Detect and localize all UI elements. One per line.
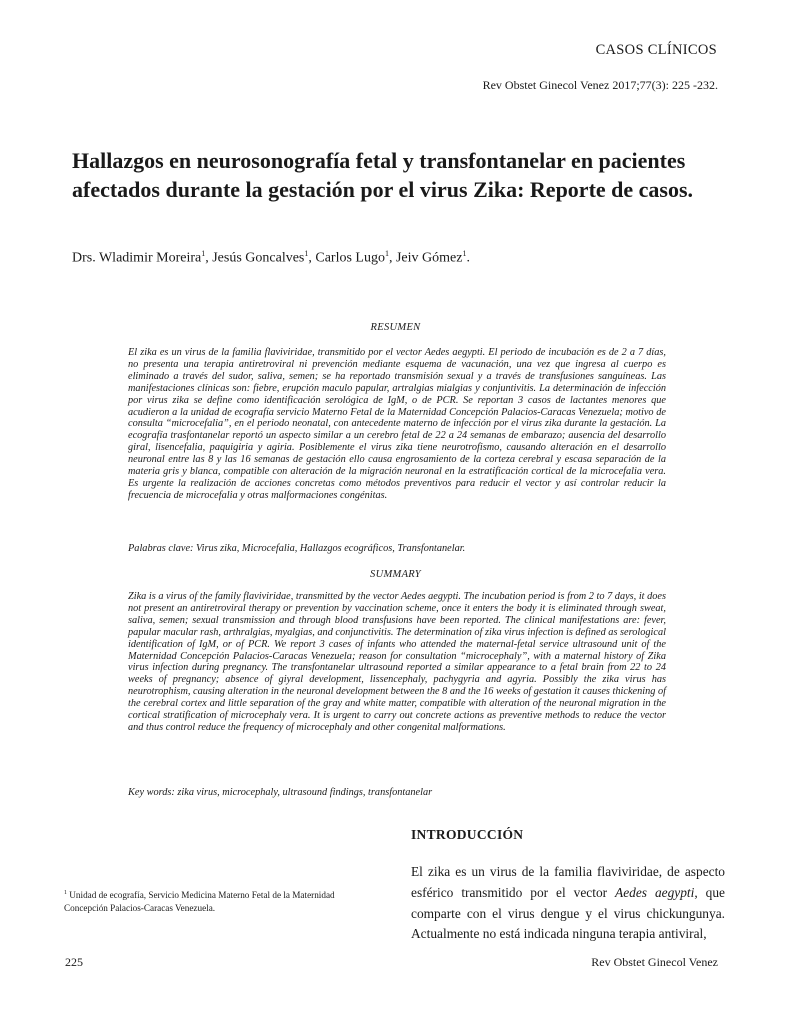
author: Jeiv Gómez <box>395 250 463 266</box>
resumen-text: El zika es un virus de la familia flaviviridae, transmitido por el vector Aedes aegypti. El periodo de incubación es de 2 a 7 días, no presenta una terapia antiretroviral ni prevención mediante esquema de vacunación, una vez que ingresa al cuerpo es eliminado a través del sudor, saliva, semen; se ha reportado transmisión sexual y a través de transfusiones sanguíneas. Las manifestaciones clínicas son: fiebre, erupción maculo papular, artralgias mialgias y conjuntivitis. La determinación de infección por virus zika se define como identificación serológica de IgM, o de PCR. Se reportan 3 casos de lactantes menores que acudieron a la unidad de ecografía servicio Materno Fetal de la Maternidad Concepción Palacios-Caracas Venezuela; motivo de consulta “microcefalia”, en el periodo neonatal, con antecedente materno de infección por el virus zika durante la gestación. La ecografía trasfontanelar reportó un aspecto similar a un cerebro fetal de 22 a 24 semanas de embarazo; ausencia del desarrollo giral, lisencefalia, paquigiria y agiria. Posiblemente el virus zika tiene neurotrofismo, causando alteración en el desarrollo neuronal entre las 8 y las 16 semanas de gestación ello causa engrosamiento de la corteza cerebral y escasa separación de la materia gris y blanca, compatible con alteración de la migración neuronal en la estratificación cortical de la microcefalia vera. Es urgente la realización de acciones concretas como métodos preventivos para reducir el vector y así controlar reducir la frecuencia de microcefalia y otras malformaciones congénitas. <box>128 347 666 501</box>
intro-text-part: El zika es un virus de la familia flaviviridae, de aspecto esférico transmitido por el vector <box>411 864 725 900</box>
author: Carlos Lugo <box>315 250 385 266</box>
introduccion-text <box>411 862 725 945</box>
footnote-text: Unidad de ecografía, Servicio Medicina Materno Fetal de la Maternidad Concepción Palacios-Caracas Venezuela. <box>64 890 335 914</box>
author-separator: , <box>388 250 396 266</box>
palabras-clave: Palabras clave: Virus zika, Microcefalia, Hallazgos ecográficos, Transfontanelar. <box>128 543 466 554</box>
footer-journal: Rev Obstet Ginecol Venez <box>591 955 718 969</box>
affiliation-marker: 1 <box>462 249 467 258</box>
article-title: Hallazgos en neurosonografía fetal y transfontanelar en pacientes afectados durante la gestación por el virus Zika: Reporte de casos. <box>72 148 694 202</box>
affiliation-marker: 1 <box>201 249 206 258</box>
author-prefix: Drs. <box>72 250 99 266</box>
summary-heading: SUMMARY <box>370 569 421 580</box>
intro-text-part: , que comparte con el virus dengue y el virus chickungunya. Actualmente no está indicada ninguna terapia antiviral, <box>411 884 725 942</box>
author-separator: , <box>205 250 213 266</box>
author-separator: . <box>466 250 470 266</box>
resumen-heading: RESUMEN <box>370 322 421 333</box>
footnote-marker: 1 <box>64 890 67 896</box>
summary-text: Zika is a virus of the family flaviviridae, transmitted by the vector Aedes aegypti. The incubation period is from 2 to 7 days, it does not present an antiretroviral therapy or prevention by vaccination scheme, once it enters the body it is eliminated through sweat, saliva, semen; sexual transmission and through blood transfusions have been reported. The clinical manifestations are: fever, papular macular rash, arthralgias, myalgias, and conjunctivitis. The determination of zika virus infection is defined as serological identification of IgM, or of PCR. We report 3 cases of infants who attended the maternal-fetal service ultrasound unit of the Maternidad Concepción Palacios-Caracas Venezuela; reason for consultation “microcephaly”, with a maternal history of Zika virus infection during pregnancy. The transfontanelar ultrasound reported a similar appearance to a fetal brain from 22 to 24 weeks of pregnancy; absence of giyral development, lissencephaly, pachygyria and agyria. Possibly the zika virus has neurotrophism, causing alteration in the neuronal development between the 8 and the 16 weeks of gestation it causes thickening of the cerebral cortex and little separation of the gray and white matter, compatible with alteration of the neuronal migration in the cortical stratification of microcephaly vera. It is urgent to carry out concrete actions as preventive methods to reduce the vector and thus control reduce the frequency of microcephaly and other congenital malformations. <box>128 591 666 733</box>
intro-italic-term: Aedes aegypti <box>615 884 695 900</box>
author-separator: , <box>308 250 316 266</box>
author: Wladimir Moreira <box>98 250 202 266</box>
introduccion-heading: INTRODUCCIÓN <box>411 827 524 842</box>
affiliation-footnote <box>64 887 364 915</box>
journal-citation: Rev Obstet Ginecol Venez 2017;77(3): 225 -232. <box>482 78 718 92</box>
key-words: Key words: zika virus, microcephaly, ultrasound findings, transfontanelar <box>128 787 433 798</box>
page-number: 225 <box>65 955 83 969</box>
author: Jesús Goncalves <box>212 250 305 266</box>
affiliation-marker: 1 <box>304 249 309 258</box>
affiliation-marker: 1 <box>384 249 389 258</box>
section-label: CASOS CLÍNICOS <box>595 42 717 58</box>
author-list <box>72 249 732 267</box>
